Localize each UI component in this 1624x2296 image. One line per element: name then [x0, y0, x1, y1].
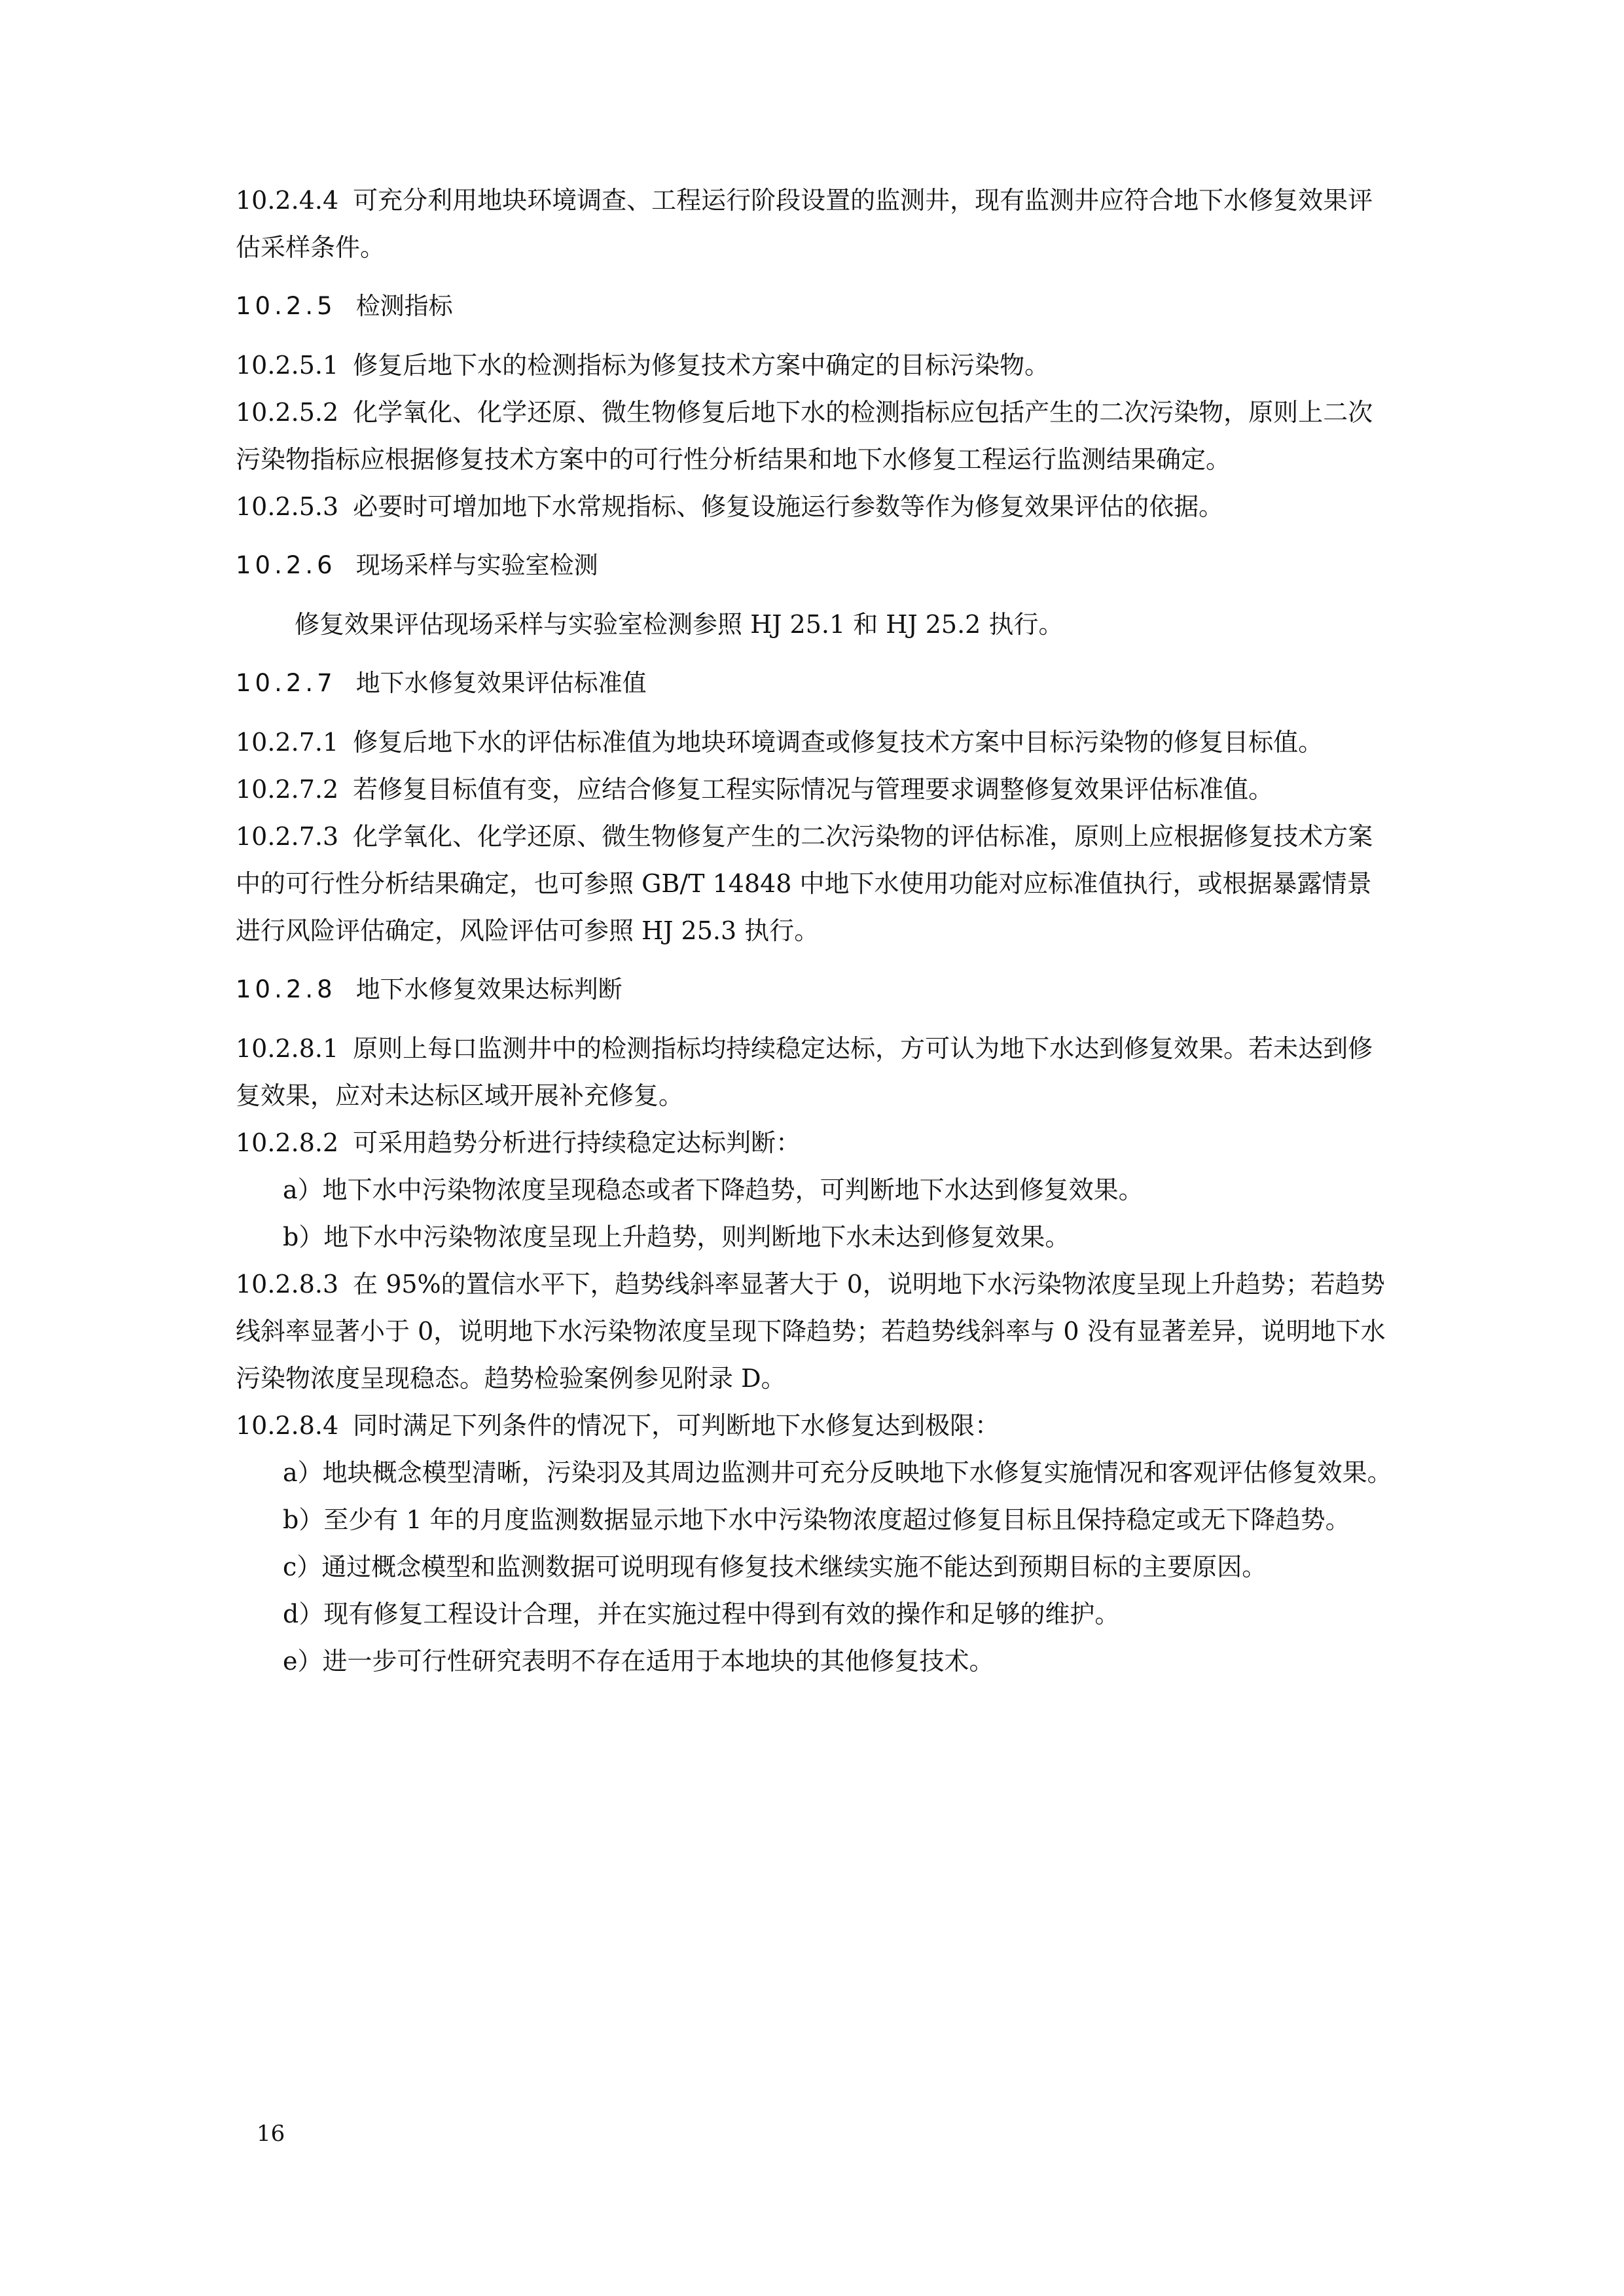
page-number: 16 — [257, 2121, 285, 2147]
list-item-10-2-8-4-e: e）进一步可行性研究表明不存在适用于本地块的其他修复技术。 — [283, 1647, 994, 1676]
list-item-10-2-8-4-b: b）至少有 1 年的月度监测数据显示地下水中污染物浓度超过修复目标且保持稳定或无下降趋势。 — [283, 1505, 1350, 1534]
clause-10-2-7-3: 10.2.7.3 化学氧化、化学还原、微生物修复产生的二次污染物的评估标准，原则上应根据修复技术方案中的可行性分析结果确定，也可参照 GB/T 14848 中地下水使用功能对应标准值执行，或根据暴露情景进行风险评估确定，风险评估可参照 HJ 25.3 执行。 — [236, 822, 1373, 945]
clause-10-2-7-2: 10.2.7.2 若修复目标值有变，应结合修复工程实际情况与管理要求调整修复效果评估标准值。 — [236, 775, 1274, 804]
list-item-10-2-8-4-c: c）通过概念模型和监测数据可说明现有修复技术继续实施不能达到预期目标的主要原因。 — [283, 1552, 1267, 1581]
clause-10-2-8-2: 10.2.8.2 可采用趋势分析进行持续稳定达标判断： — [236, 1128, 801, 1157]
clause-10-2-6-text: 修复效果评估现场采样与实验室检测参照 HJ 25.1 和 HJ 25.2 执行。 — [295, 610, 1064, 639]
clause-10-2-8-1: 10.2.8.1 原则上每口监测井中的检测指标均持续稳定达标，方可认为地下水达到修复效果。若未达到修复效果，应对未达标区域开展补充修复。 — [236, 1034, 1373, 1110]
clause-10-2-5-1: 10.2.5.1 修复后地下水的检测指标为修复技术方案中确定的目标污染物。 — [236, 351, 1050, 380]
heading-10-2-6: 10.2.6 现场采样与实验室检测 — [236, 551, 598, 579]
clause-10-2-7-1: 10.2.7.1 修复后地下水的评估标准值为地块环境调查或修复技术方案中目标污染物的修复目标值。 — [236, 728, 1324, 757]
heading-10-2-7: 10.2.7 地下水修复效果评估标准值 — [236, 669, 647, 697]
document-body — [236, 177, 1394, 1685]
clause-10-2-4-4: 10.2.4.4 可充分利用地块环境调查、工程运行阶段设置的监测井，现有监测井应符合地下水修复效果评估采样条件。 — [236, 186, 1373, 262]
clause-10-2-5-3: 10.2.5.3 必要时可增加地下水常规指标、修复设施运行参数等作为修复效果评估的依据。 — [236, 492, 1224, 521]
list-item-10-2-8-4-d: d）现有修复工程设计合理，并在实施过程中得到有效的操作和足够的维护。 — [283, 1600, 1120, 1628]
clause-10-2-8-3: 10.2.8.3 在 95%的置信水平下，趋势线斜率显著大于 0，说明地下水污染物浓度呈现上升趋势；若趋势线斜率显著小于 0，说明地下水污染物浓度呈现下降趋势；若趋势线斜率与 0 没有显著差异，说明地下水污染物浓度呈现稳态。趋势检验案例参见附录 D。 — [236, 1270, 1386, 1393]
heading-10-2-5: 10.2.5 检测指标 — [236, 292, 453, 320]
clause-10-2-5-2: 10.2.5.2 化学氧化、化学还原、微生物修复后地下水的检测指标应包括产生的二次污染物，原则上二次污染物指标应根据修复技术方案中的可行性分析结果和地下水修复工程运行监测结果确定。 — [236, 398, 1373, 474]
list-item-10-2-8-2-b: b）地下水中污染物浓度呈现上升趋势，则判断地下水未达到修复效果。 — [283, 1223, 1070, 1251]
list-item-10-2-8-4-a: a）地块概念模型清晰，污染羽及其周边监测井可充分反映地下水修复实施情况和客观评估修复效果。 — [283, 1458, 1392, 1487]
heading-10-2-8: 10.2.8 地下水修复效果达标判断 — [236, 975, 623, 1003]
list-item-10-2-8-2-a: a）地下水中污染物浓度呈现稳态或者下降趋势，可判断地下水达到修复效果。 — [283, 1175, 1144, 1204]
clause-10-2-8-4: 10.2.8.4 同时满足下列条件的情况下，可判断地下水修复达到极限： — [236, 1411, 1000, 1440]
